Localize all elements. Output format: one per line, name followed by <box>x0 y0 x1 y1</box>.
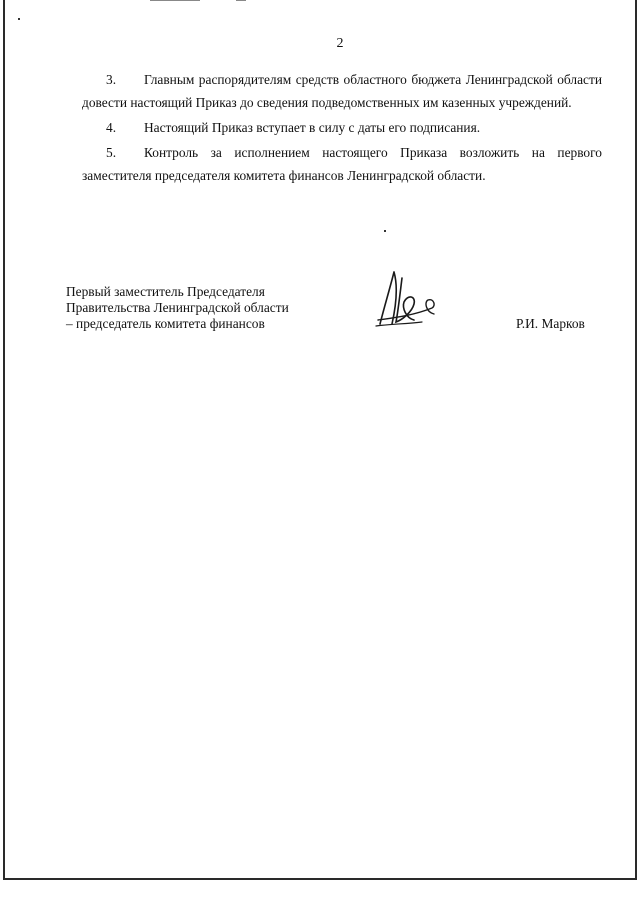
scan-border-right <box>635 0 637 880</box>
page-number: 2 <box>336 36 344 51</box>
paragraph-number: 4. <box>106 120 117 135</box>
paragraph-text: Главным распорядителям средств областного бюджета Ленинградской области довести настоящий Приказ до сведения подведомственных им казенных учреждений. <box>82 72 602 110</box>
paragraph-5 <box>82 141 602 187</box>
paragraph-number: 3. <box>106 72 117 87</box>
position-line: – председатель комитета финансов <box>66 316 265 331</box>
signatory-position <box>66 284 289 332</box>
position-line: Правительства Ленинградской области <box>66 300 289 315</box>
paragraph-4 <box>82 116 602 139</box>
scan-artifact <box>150 0 200 1</box>
scan-speck <box>384 230 386 232</box>
paragraph-3 <box>82 68 602 114</box>
position-line: Первый заместитель Председателя <box>66 284 265 299</box>
scan-artifact <box>236 0 246 1</box>
paragraph-number: 5. <box>106 145 117 160</box>
handwritten-signature <box>372 268 442 330</box>
paragraph-text: Настоящий Приказ вступает в силу с даты его подписания. <box>144 120 481 135</box>
paragraph-text: Контроль за исполнением настоящего Приказа возложить на первого заместителя председателя комитета финансов Ленинградской области. <box>82 145 602 183</box>
scan-border-left <box>3 0 5 880</box>
scan-speck <box>18 18 20 20</box>
document-body <box>82 68 602 189</box>
scan-border-bottom <box>3 878 637 880</box>
signer-name: Р.И. Марков <box>516 316 585 331</box>
